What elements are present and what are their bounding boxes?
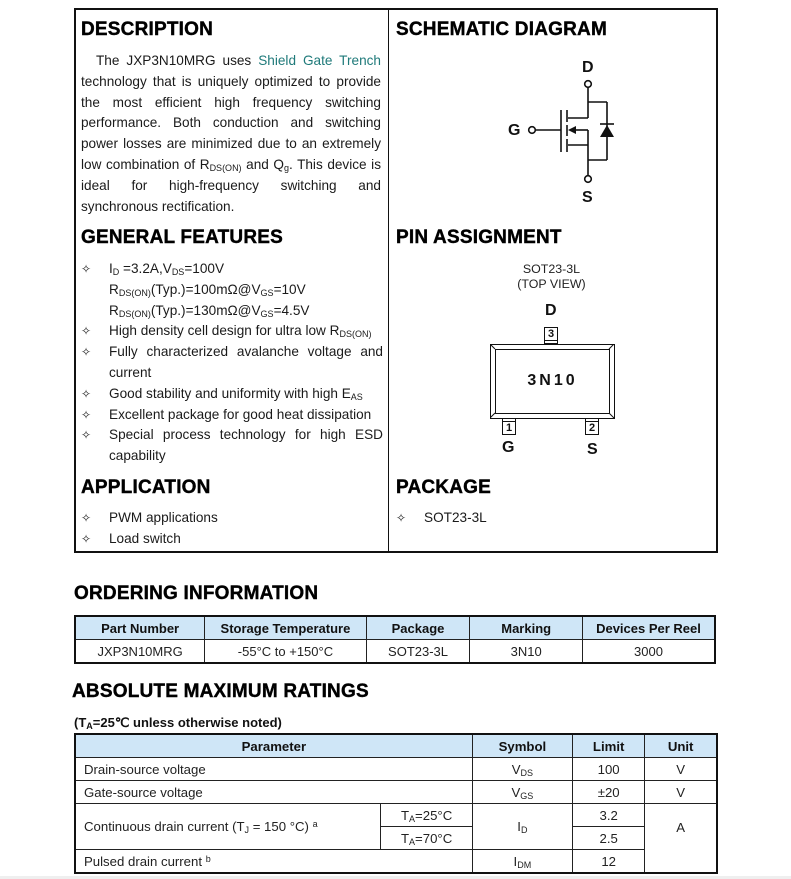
text: I [109,261,113,276]
text: =10V [273,281,306,297]
cell-unit: V [645,781,717,804]
package-name-label: SOT23-3L [522,262,581,276]
text: SOT23-3L [424,510,487,525]
text: Continuous drain current (T [84,819,245,834]
cell-marking: 3N10 [470,640,583,664]
cell-symbol [472,850,572,874]
text: = 150 °C) [249,819,313,834]
footnote-marker: a [312,819,318,829]
subscript: GS [260,308,274,319]
table-row [75,850,717,874]
subscript: D [112,267,120,277]
text: (Typ.)=130mΩ@V [150,302,261,318]
subscript: J [244,825,250,835]
feature-item-continuation [81,280,383,301]
subscript: AS [350,391,363,402]
cell-limit: 2.5 [573,827,645,850]
pin-number: 2 [586,421,598,434]
feature-item [81,405,383,426]
schematic-title: SCHEMATIC DIAGRAM [396,19,607,40]
pin-number: 1 [503,421,515,434]
header-symbol: Symbol [472,734,572,758]
diamond-star-icon: ✧ [81,324,92,339]
amr-conditions-note [74,715,282,731]
absolute-max-ratings-table [74,733,718,874]
text: =3.2A,V [119,261,172,276]
cell-parameter [75,804,381,850]
ordering-header-row [75,616,715,640]
features-list [81,259,383,467]
feature-item [81,384,383,405]
pin-1 [502,418,516,435]
cell-unit: A [645,804,717,874]
diamond-star-icon: ✧ [396,511,407,525]
package-list [396,508,698,529]
mosfet-symbol-icon [480,50,640,210]
header-parameter: Parameter [75,734,472,758]
ordering-title: ORDERING INFORMATION [74,583,319,604]
cell-parameter: Drain-source voltage [75,758,472,781]
feature-item [81,259,383,280]
amr-title: ABSOLUTE MAXIMUM RATINGS [72,681,369,702]
cell-limit: 12 [573,850,645,874]
subscript: A [409,813,416,824]
feature-item [81,342,383,384]
text: =70°C [415,830,453,846]
description-text-part: . This device is ideal for high-frequency switching and synchronous rectification. [81,156,381,214]
pin-assignment-title: PIN ASSIGNMENT [396,227,562,248]
subscript: DS(ON) [118,287,151,298]
diamond-star-icon: ✧ [81,511,92,525]
text: T [400,830,410,846]
subscript: A [409,836,416,847]
text: V [511,761,521,777]
cell-part-number: JXP3N10MRG [75,640,205,664]
cell-symbol [472,804,572,850]
cell-parameter [75,850,472,874]
cell-package: SOT23-3L [366,640,470,664]
application-item [81,508,383,529]
cell-unit: V [645,758,717,781]
text: Fully characterized avalanche voltage and current [109,344,383,380]
general-features-title: GENERAL FEATURES [81,227,284,248]
subscript: GS [260,287,274,298]
cell-parameter: Gate-source voltage [75,781,472,804]
pin-s-label: S [587,441,598,458]
application-list [81,508,383,550]
package-title: PACKAGE [396,477,491,498]
cell-symbol [472,781,572,804]
description-text [81,51,381,217]
description-text-part: technology that is uniquely optimized to provide the most efficient high frequency switching performance. Both conduction and switching power losses are minimized due to an extremely low combination of R [81,73,381,172]
header-devices-per-reel: Devices Per Reel [582,616,715,640]
package-item [396,508,698,529]
text: Pulsed drain current [84,853,206,869]
text: T [400,807,410,823]
text: Good stability and uniformity with high E [109,385,351,401]
pin-g-label: G [502,439,515,456]
diamond-star-icon: ✧ [81,386,92,401]
subscript: GS [520,790,534,801]
top-view-label: (TOP VIEW) [517,277,586,291]
gate-label: G [508,122,521,139]
text: (Typ.)=100mΩ@V [150,281,261,297]
text: I [517,819,521,834]
cell-symbol [472,758,572,781]
text: PWM applications [109,510,218,525]
text: High density cell design for ultra low R [109,323,340,339]
qg-subscript: g [283,162,289,173]
package-bevel-lines [490,344,615,419]
application-title: APPLICATION [81,477,211,498]
header-marking: Marking [470,616,583,640]
column-divider [388,8,389,551]
table-row [75,758,717,781]
header-storage-temperature: Storage Temperature [205,616,366,640]
text: I [513,853,518,869]
subscript: DS [520,767,534,778]
feature-item [81,321,383,342]
subscript: DM [517,859,532,870]
header-limit: Limit [573,734,645,758]
feature-item [81,425,383,467]
text: Special process technology for high ESD capability [109,427,383,464]
cell-devices-per-reel: 3000 [582,640,715,664]
subscript: DS [171,267,185,277]
application-item [81,529,383,550]
text: =100V [184,261,225,276]
diamond-star-icon: ✧ [81,407,92,422]
rdson-subscript: DS(ON) [209,162,242,173]
text: R [109,302,119,318]
text: Excellent package for good heat dissipation [109,406,372,422]
text: Load switch [109,530,181,546]
cell-limit: ±20 [573,781,645,804]
shield-gate-trench-highlight: Shield Gate Trench [258,53,381,68]
subscript: DS(ON) [339,329,372,340]
text: V [511,784,521,800]
cell-storage-temperature: -55°C to +150°C [205,640,366,664]
table-row [75,804,717,827]
cell-condition [381,827,472,850]
table-row [75,640,715,664]
description-text-part: The JXP3N10MRG uses [96,53,259,68]
header-unit: Unit [645,734,717,758]
table-row [75,781,717,804]
header-part-number: Part Number [75,616,205,640]
text: =4.5V [273,302,310,318]
pin-number: 3 [545,328,557,341]
text: (T [74,715,87,730]
subscript: D [520,825,528,835]
ordering-table [74,615,716,664]
drain-label: D [582,59,594,76]
pin-3 [544,327,558,344]
diamond-star-icon: ✧ [81,262,92,276]
source-label: S [582,189,593,206]
cell-limit: 100 [573,758,645,781]
diamond-star-icon: ✧ [81,428,92,443]
text: =25°C [415,807,453,823]
subscript: A [86,721,93,731]
pin-2 [585,418,599,435]
package-marking: 3N10 [527,372,578,389]
cell-limit: 3.2 [573,804,645,827]
text: =25℃ unless otherwise noted) [92,715,282,730]
description-title: DESCRIPTION [81,19,214,40]
text: R [109,281,119,297]
cell-condition [381,804,472,827]
pin-d-label: D [545,302,557,319]
diamond-star-icon: ✧ [81,345,92,360]
header-package: Package [366,616,470,640]
footnote-marker: b [205,853,211,864]
amr-header-row [75,734,717,758]
subscript: DS(ON) [118,308,151,319]
diamond-star-icon: ✧ [81,531,92,546]
feature-item-continuation [81,301,383,322]
description-text-part: and Q [241,156,284,172]
